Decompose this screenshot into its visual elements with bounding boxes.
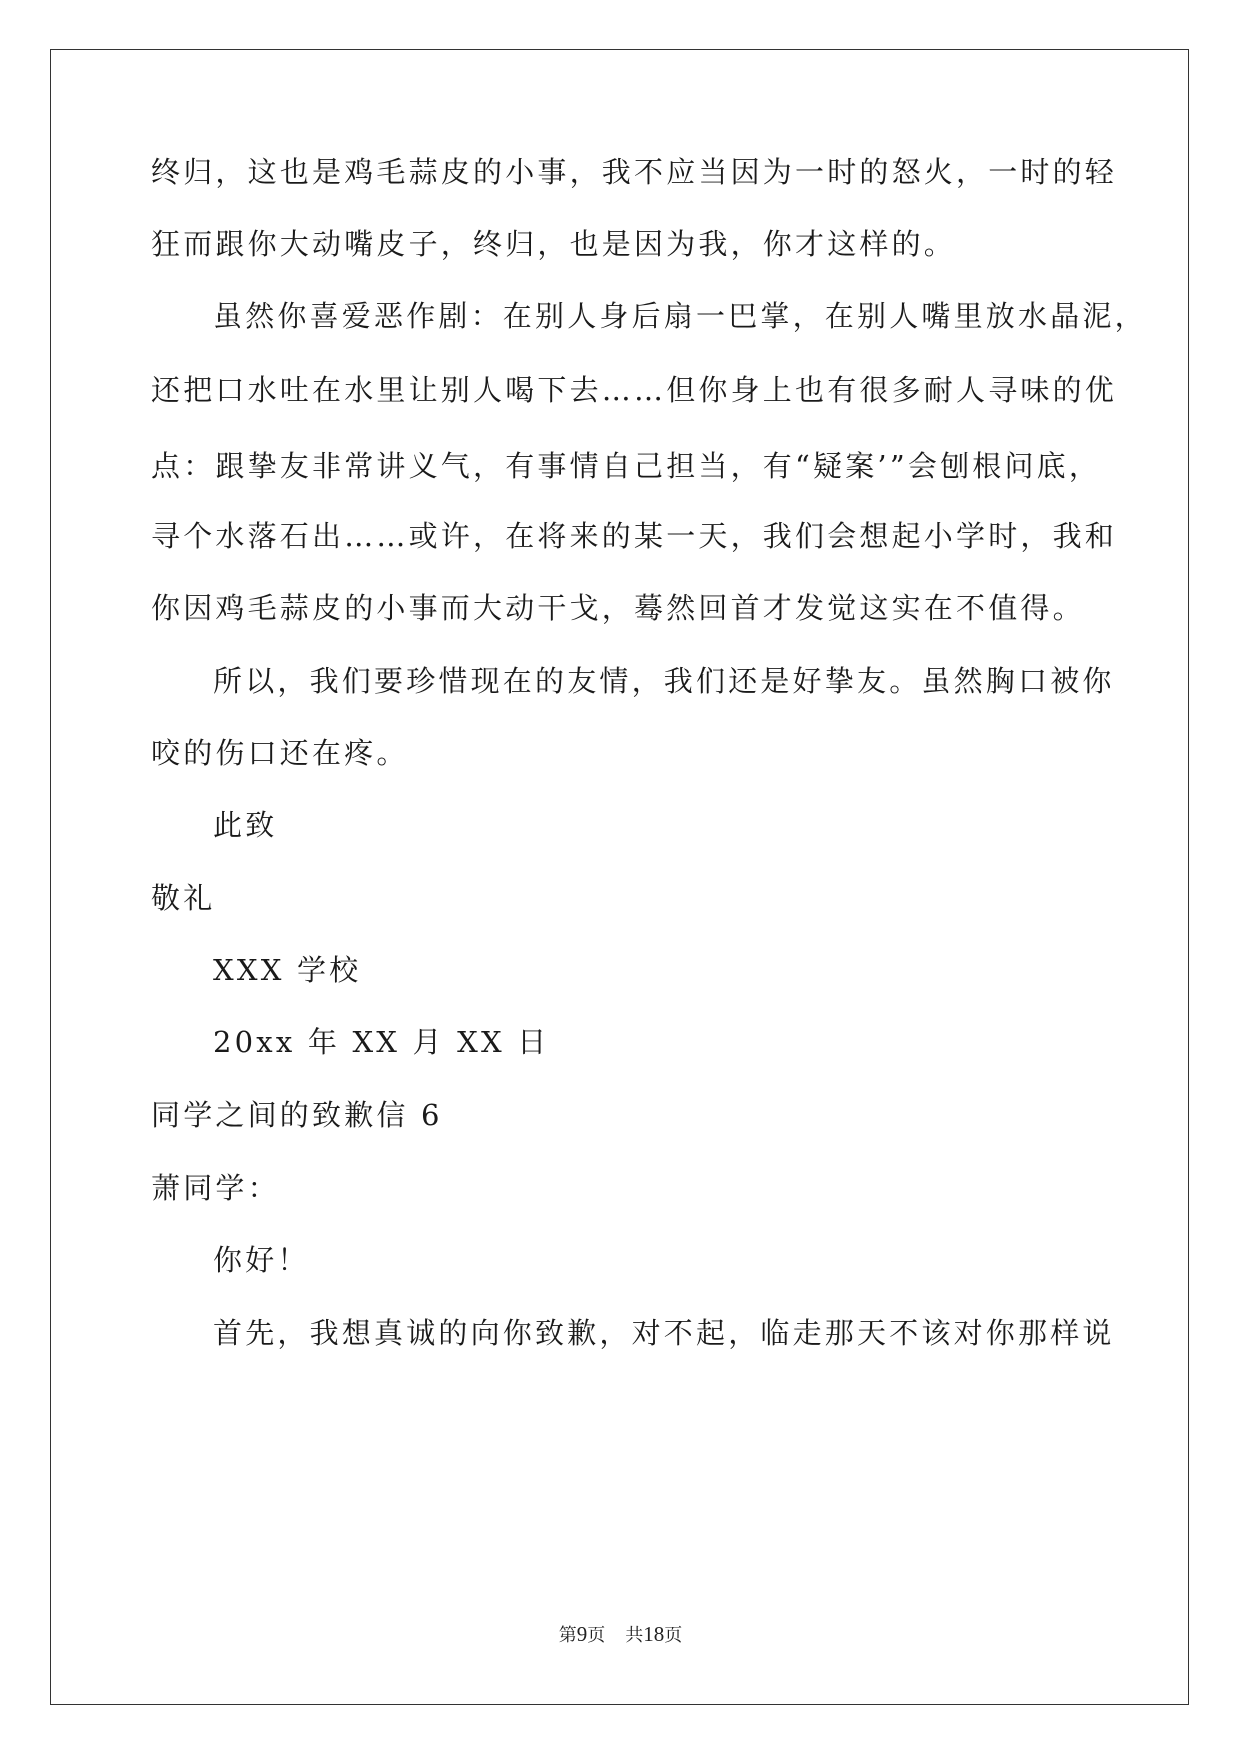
footer-page-suffix: 页 bbox=[587, 1625, 606, 1646]
signature-school: XXX 学校 bbox=[213, 953, 362, 987]
section-heading: 同学之间的致歉信 6 bbox=[151, 1098, 443, 1132]
paragraph-line: 寻个水落石出……或许，在将来的某一天，我们会想起小学时，我和 bbox=[151, 519, 1118, 553]
paragraph-line: 咬的伤口还在疼。 bbox=[151, 736, 409, 770]
greeting-line: 你好！ bbox=[213, 1243, 310, 1277]
paragraph-line: 还把口水吐在水里让别人喝下去……但你身上也有很多耐人寻味的优 bbox=[151, 373, 1118, 407]
paragraph-line: 终归，这也是鸡毛蒜皮的小事，我不应当因为一时的怒火，一时的轻 bbox=[151, 155, 1118, 189]
current-page-number: 9 bbox=[576, 1622, 588, 1646]
recipient-greeting: 萧同学： bbox=[151, 1171, 280, 1205]
page-number-footer bbox=[0, 1622, 1241, 1648]
paragraph-line: 狂而跟你大动嘴皮子，终归，也是因为我，你才这样的。 bbox=[151, 227, 957, 261]
paragraph-line: 虽然你喜爱恶作剧：在别人身后扇一巴掌，在别人嘴里放水晶泥， bbox=[213, 299, 1147, 333]
paragraph-line: 点：跟挚友非常讲义气，有事情自己担当，有“疑案’”会刨根问底， bbox=[151, 449, 1102, 483]
footer-total-suffix: 页 bbox=[664, 1625, 683, 1646]
total-page-count: 18 bbox=[643, 1622, 665, 1646]
footer-prefix: 第 bbox=[558, 1625, 577, 1646]
closing-salutation: 此致 bbox=[213, 808, 278, 842]
footer-total-prefix: 共 bbox=[625, 1625, 644, 1646]
paragraph-line: 首先，我想真诚的向你致歉，对不起，临走那天不该对你那样说 bbox=[213, 1316, 1115, 1350]
paragraph-line: 所以，我们要珍惜现在的友情，我们还是好挚友。虽然胸口被你 bbox=[213, 664, 1115, 698]
paragraph-line: 你因鸡毛蒜皮的小事而大动干戈，蓦然回首才发觉这实在不值得。 bbox=[151, 591, 1085, 625]
closing-regards: 敬礼 bbox=[151, 881, 216, 915]
signature-date: 20xx 年 XX 月 XX 日 bbox=[213, 1025, 550, 1059]
